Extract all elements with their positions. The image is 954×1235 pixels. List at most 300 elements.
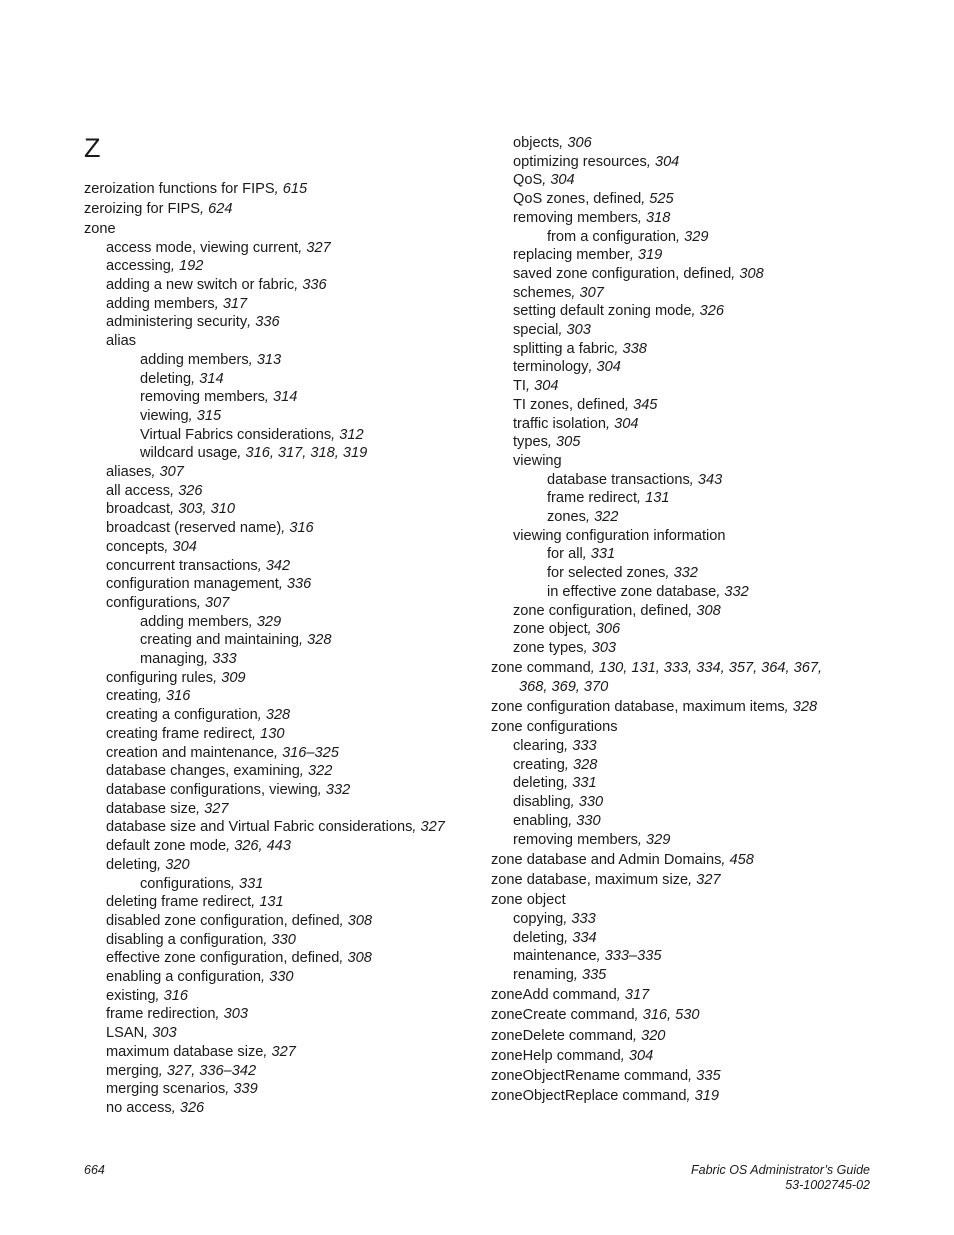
index-entry: database transactions, 343 — [547, 471, 723, 488]
index-page-refs[interactable]: 314 — [199, 370, 224, 387]
index-term: zone object — [491, 892, 566, 909]
index-term: in effective zone database — [547, 583, 717, 600]
index-page-refs[interactable]: 313 — [256, 351, 282, 368]
index-term: disabling — [513, 794, 571, 811]
index-page-refs[interactable]: 318 — [646, 209, 671, 226]
index-page-refs[interactable]: 322 — [594, 509, 619, 526]
index-entry: frame redirection, 303 — [106, 1006, 248, 1023]
index-term: no access — [106, 1099, 172, 1116]
index-page-refs[interactable]: 330 — [576, 812, 601, 829]
index-entry: for selected zones, 332 — [547, 565, 698, 582]
index-term: alias — [106, 333, 137, 350]
index-page-refs[interactable]: 307 — [579, 284, 604, 301]
index-page-refs[interactable]: 322 — [308, 763, 333, 780]
index-page-refs[interactable]: 316 — [163, 987, 188, 1004]
index-term: deleting — [513, 929, 565, 946]
index-entry: database size, 327 — [106, 800, 229, 817]
index-entry: in effective zone database, 332 — [547, 583, 749, 600]
index-page-refs[interactable]: 336 — [302, 277, 327, 294]
index-entry: configuring rules, 309 — [106, 669, 246, 686]
page-number: 664 — [84, 1163, 105, 1177]
index-entry: zeroizing for FIPS, 624 — [84, 200, 233, 217]
index-page-refs[interactable]: 335 — [696, 1067, 721, 1084]
index-page-refs[interactable]: 320 — [165, 856, 190, 873]
index-page-refs[interactable]: 333 — [572, 738, 597, 754]
index-term: adding members — [140, 351, 249, 368]
index-term: configurations — [140, 875, 231, 892]
index-page-refs[interactable]: 328 — [307, 632, 332, 649]
index-entry: frame redirect, 131 — [547, 490, 670, 507]
index-term: Virtual Fabrics considerations — [140, 426, 332, 443]
index-term: deleting — [513, 775, 565, 792]
index-term: zone configuration, defined — [513, 602, 689, 619]
index-term: configurations — [106, 594, 197, 611]
index-page-refs[interactable]: 327, 336–342 — [166, 1062, 257, 1079]
index-term: concepts — [106, 538, 165, 555]
index-entry: zone database and Admin Domains, 458 — [491, 851, 754, 868]
index-page-refs[interactable]: 330 — [271, 931, 296, 948]
index-term: zoneDelete command — [491, 1027, 633, 1044]
index-term: wildcard usage — [140, 445, 238, 462]
index-page-refs[interactable]: 458 — [729, 851, 754, 868]
index-entry: deleting, 334 — [513, 929, 597, 946]
index-term: adding a new switch or fabric — [106, 277, 295, 294]
index-entry: for all, 331 — [547, 546, 616, 563]
index-page-refs[interactable]: 327 — [420, 819, 445, 836]
index-term: optimizing resources — [513, 153, 647, 170]
index-term: viewing configuration information — [513, 527, 726, 544]
index-entry: no access, 326 — [106, 1099, 205, 1116]
index-entry: enabling, 330 — [513, 812, 601, 829]
index-term: merging scenarios — [106, 1081, 226, 1098]
index-term: configuration management — [106, 576, 279, 593]
index-page-refs[interactable]: 615 — [282, 180, 308, 197]
index-term: database transactions — [547, 471, 690, 488]
index-term: LSAN — [106, 1025, 145, 1042]
index-entry: saved zone configuration, defined, 308 — [513, 265, 764, 282]
index-column-left — [84, 178, 474, 1118]
index-entry: creating and maintaining, 328 — [140, 632, 332, 649]
index-page-refs[interactable]: 333 — [571, 910, 596, 927]
index-page-refs[interactable]: 335 — [581, 966, 607, 983]
index-entry: zone database, maximum size, 327 — [491, 871, 721, 888]
index-entry: wildcard usage, 316, 317, 318, 319 — [140, 445, 368, 462]
index-page-refs[interactable]: 304 — [172, 538, 197, 555]
index-entry: zones, 322 — [547, 509, 619, 526]
index-page-refs[interactable]: 304 — [654, 153, 680, 170]
index-entry: deleting, 331 — [513, 775, 597, 792]
index-term: zoneObjectReplace command — [491, 1088, 687, 1105]
index-term: creation and maintenance — [106, 744, 274, 761]
index-term: default zone mode — [106, 838, 227, 855]
index-page-refs[interactable]: 327 — [306, 239, 331, 256]
index-page-refs[interactable]: 332 — [673, 565, 698, 582]
index-page-refs[interactable]: 319 — [637, 247, 663, 264]
index-entry: zone types, 303 — [513, 639, 617, 656]
index-page-refs[interactable]: 308 — [739, 265, 764, 282]
index-term: zoneCreate command — [491, 1007, 635, 1024]
index-entry: broadcast (reserved name), 316 — [106, 520, 314, 537]
index-page-refs[interactable]: 332 — [724, 583, 749, 600]
index-page-refs[interactable]: 308 — [347, 912, 373, 929]
index-entry: schemes, 307 — [513, 284, 604, 301]
index-term: removing members — [140, 389, 265, 406]
index-term: zone types — [513, 639, 584, 656]
index-term: replacing member — [513, 247, 630, 264]
index-entry: objects, 306 — [513, 135, 592, 151]
index-term: terminology — [513, 359, 589, 376]
index-term: zoneAdd command — [491, 987, 617, 1004]
index-entry: default zone mode, 326, 443 — [106, 838, 291, 855]
index-page-refs[interactable]: 342 — [265, 557, 291, 574]
index-entry: adding members, 313 — [140, 351, 282, 368]
index-entry: removing members, 318 — [513, 209, 671, 226]
index-page-refs[interactable]: 304 — [550, 172, 575, 189]
index-term: traffic isolation — [513, 415, 607, 432]
index-entry: zoneAdd command, 317 — [491, 987, 650, 1004]
index-entry: existing, 316 — [106, 987, 188, 1004]
book-title: Fabric OS Administrator’s Guide — [691, 1163, 870, 1177]
index-entry: zone command, 130, 131, 333, 334, 357, 364, 367, 368, 369, 370 — [491, 659, 891, 696]
index-entry: maintenance, 333–335 — [513, 948, 662, 965]
index-term: all access — [106, 482, 171, 499]
index-term: setting default zoning mode — [513, 303, 692, 320]
index-page-refs[interactable]: 326 — [179, 1099, 205, 1116]
index-entry: configuration management, 336 — [106, 576, 312, 593]
index-page-refs[interactable]: 327 — [204, 800, 229, 817]
index-page-refs[interactable]: 329 — [646, 831, 671, 848]
index-column-right — [491, 134, 891, 1106]
index-entry: renaming, 335 — [513, 966, 607, 983]
index-term: zone database and Admin Domains — [491, 851, 722, 868]
index-page-refs[interactable]: 312 — [339, 426, 364, 443]
index-entry: TI, 304 — [513, 378, 559, 395]
index-entry: access mode, viewing current, 327 — [106, 239, 331, 256]
index-term: viewing — [513, 452, 562, 469]
index-entry: database configurations, viewing, 332 — [106, 782, 351, 798]
index-entry: removing members, 329 — [513, 831, 671, 848]
index-entry: maximum database size, 327 — [106, 1043, 296, 1060]
index-page-refs[interactable]: 328 — [265, 707, 291, 724]
index-entry: removing members, 314 — [140, 389, 298, 406]
index-page-refs[interactable]: 303 — [152, 1025, 177, 1042]
index-page-refs[interactable]: 328 — [792, 699, 818, 716]
index-entry: zoneHelp command, 304 — [491, 1047, 654, 1064]
index-page-refs[interactable]: 320 — [641, 1027, 666, 1044]
index-term: splitting a fabric — [513, 340, 615, 357]
index-term: zones — [547, 509, 586, 526]
index-page-refs[interactable]: 130 — [260, 725, 285, 742]
index-entry: types, 305 — [513, 434, 581, 451]
index-page-refs[interactable]: 316 — [289, 520, 314, 537]
index-page-refs[interactable]: 624 — [208, 200, 233, 217]
index-entry — [84, 220, 474, 239]
index-entry: Virtual Fabrics considerations, 312 — [140, 426, 364, 443]
index-term: creating — [513, 756, 565, 773]
index-term: creating — [106, 688, 158, 705]
index-term: database configurations, viewing — [106, 782, 318, 798]
index-term: deleting frame redirect — [106, 894, 252, 911]
index-entry: zoneObjectRename command, 335 — [491, 1067, 721, 1084]
index-page-refs[interactable]: 309 — [221, 669, 246, 686]
index-entry: copying, 333 — [513, 910, 596, 927]
index-entry: disabled zone configuration, defined, 308 — [106, 912, 373, 929]
index-entry: creating frame redirect, 130 — [106, 725, 285, 742]
index-term: QoS — [513, 172, 543, 189]
index-entry: zone configuration, defined, 308 — [513, 602, 721, 619]
index-entry: zoneObjectReplace command, 319 — [491, 1088, 719, 1105]
index-page-refs[interactable]: 334 — [572, 929, 597, 946]
index-entry: traffic isolation, 304 — [513, 415, 639, 432]
index-page-refs[interactable]: 131 — [645, 490, 670, 507]
index-entry: configurations, 307 — [106, 594, 230, 611]
index-entry: disabling a configuration, 330 — [106, 931, 296, 948]
index-term: aliases — [106, 464, 152, 481]
index-term: creating frame redirect — [106, 725, 252, 742]
index-page-refs[interactable]: 327 — [696, 871, 721, 888]
index-page-refs[interactable]: 333 — [212, 651, 237, 668]
index-entry: adding members, 317 — [106, 295, 248, 312]
index-page-refs[interactable]: 317 — [624, 987, 650, 1004]
index-entry — [491, 527, 891, 546]
index-term: zone configuration database, maximum items — [491, 699, 785, 716]
index-page-refs[interactable]: 331 — [572, 775, 597, 792]
index-entry: setting default zoning mode, 326 — [513, 303, 724, 320]
index-term: TI — [513, 378, 526, 395]
index-page-refs[interactable]: 332 — [325, 782, 351, 798]
index-entry: QoS zones, defined, 525 — [513, 191, 674, 208]
index-page-refs[interactable]: 339 — [233, 1081, 258, 1098]
index-term: adding members — [140, 613, 249, 630]
index-term: zeroizing for FIPS — [84, 200, 200, 217]
index-term: configuring rules — [106, 669, 214, 686]
index-term: administering security — [106, 314, 248, 331]
index-term: deleting — [106, 856, 158, 873]
index-entry: creation and maintenance, 316–325 — [106, 744, 339, 761]
index-page-refs[interactable]: 303, 310 — [178, 501, 236, 518]
index-page-refs[interactable]: 319 — [694, 1088, 719, 1105]
index-entry: database size and Virtual Fabric considerations, 327 — [106, 819, 445, 836]
index-entry — [491, 452, 891, 471]
index-entry: creating, 328 — [513, 756, 598, 773]
index-page-refs[interactable]: 304 — [534, 378, 559, 395]
index-term: existing — [106, 987, 156, 1004]
index-page-refs[interactable]: 131 — [259, 894, 284, 911]
index-entry: administering security, 336 — [106, 314, 280, 331]
index-term: zeroization functions for FIPS — [84, 180, 275, 197]
index-entry: from a configuration, 329 — [547, 228, 709, 245]
index-term: broadcast (reserved name) — [106, 520, 282, 537]
index-term: from a configuration — [547, 228, 676, 245]
index-page-refs[interactable]: 327 — [271, 1043, 296, 1060]
index-page-refs[interactable]: 303 — [566, 322, 591, 339]
index-term: managing — [140, 651, 205, 668]
index-term: zoneHelp command — [491, 1047, 621, 1064]
index-page-refs[interactable]: 304 — [628, 1047, 654, 1064]
index-term: zone — [84, 220, 116, 237]
index-page-refs[interactable]: 338 — [622, 340, 647, 357]
index-page-refs[interactable]: 315 — [196, 407, 222, 424]
index-term: zoneObjectRename command — [491, 1067, 689, 1084]
index-page-refs[interactable]: 308 — [696, 602, 721, 619]
index-term: removing members — [513, 209, 638, 226]
index-term: effective zone configuration, defined — [106, 950, 340, 967]
index-entry: viewing, 315 — [140, 407, 222, 424]
index-term: disabled zone configuration, defined — [106, 912, 340, 929]
index-term: frame redirect — [547, 490, 638, 507]
index-page-refs[interactable]: 316–325 — [282, 744, 339, 761]
index-entry: creating a configuration, 328 — [106, 707, 291, 724]
index-entry: configurations, 331 — [140, 875, 264, 892]
index-entry: zone configuration database, maximum items, 328 — [491, 699, 818, 716]
index-term: frame redirection — [106, 1006, 216, 1023]
index-term: enabling a configuration — [106, 969, 261, 986]
index-term: database changes, examining — [106, 763, 300, 780]
index-page-refs[interactable]: 331 — [590, 546, 616, 563]
index-entry: TI zones, defined, 345 — [513, 396, 658, 413]
index-term: clearing — [513, 738, 565, 754]
index-entry: deleting, 314 — [140, 370, 224, 387]
index-entry: broadcast, 303, 310 — [106, 501, 236, 518]
index-page-refs[interactable]: 345 — [633, 396, 658, 413]
index-term: for all — [547, 546, 583, 563]
index-term: special — [513, 322, 559, 339]
index-page-refs[interactable]: 331 — [238, 875, 264, 892]
index-entry: concurrent transactions, 342 — [106, 557, 291, 574]
index-term: zone configurations — [491, 719, 618, 736]
index-page-refs[interactable]: 326, 443 — [234, 838, 291, 855]
index-entry — [491, 718, 891, 737]
index-entry: replacing member, 319 — [513, 247, 663, 264]
index-entry: special, 303 — [513, 322, 591, 339]
index-page-refs-continued[interactable]: 368, 369, 370 — [519, 678, 609, 695]
index-term: disabling a configuration — [106, 931, 264, 948]
index-term: zone object — [513, 621, 588, 638]
index-page-refs[interactable]: 316, 530 — [642, 1007, 700, 1024]
index-entry: optimizing resources, 304 — [513, 153, 680, 170]
index-term: concurrent transactions — [106, 557, 258, 574]
index-page-refs[interactable]: 329 — [256, 613, 282, 630]
index-term: creating a configuration — [106, 707, 258, 724]
index-entry: deleting frame redirect, 131 — [106, 894, 284, 911]
index-page-refs[interactable]: 303 — [223, 1006, 248, 1023]
index-entry: aliases, 307 — [106, 464, 184, 481]
index-page-refs[interactable]: 304 — [614, 415, 639, 432]
index-page-refs[interactable]: 316 — [166, 688, 191, 705]
index-term: schemes — [513, 284, 572, 301]
index-page-refs[interactable]: 306 — [595, 621, 621, 638]
index-term: database size and Virtual Fabric considerations — [106, 819, 413, 836]
index-entry: managing, 333 — [140, 651, 237, 668]
index-term: maximum database size — [106, 1043, 264, 1060]
index-entry: adding a new switch or fabric, 336 — [106, 277, 327, 294]
index-term: creating and maintaining — [140, 632, 300, 649]
index-term: copying — [513, 910, 564, 927]
index-page-refs[interactable]: 314 — [273, 389, 298, 406]
index-term: objects — [513, 135, 560, 151]
index-entry: creating, 316 — [106, 688, 191, 705]
index-entry: QoS, 304 — [513, 172, 575, 189]
index-page-refs[interactable]: 330 — [578, 794, 604, 811]
index-page-refs[interactable]: 333–335 — [604, 948, 662, 965]
index-page-refs[interactable]: 307 — [204, 594, 230, 611]
index-entry: enabling a configuration, 330 — [106, 969, 294, 986]
index-entry: deleting, 320 — [106, 856, 190, 873]
index-page-refs[interactable]: 328 — [573, 756, 598, 773]
index-entry: splitting a fabric, 338 — [513, 340, 647, 357]
index-entry: accessing, 192 — [106, 258, 204, 275]
index-entry: merging scenarios, 339 — [106, 1081, 258, 1098]
index-term: zone database, maximum size — [491, 871, 689, 888]
index-entry: zoneCreate command, 316, 530 — [491, 1007, 700, 1024]
index-page-refs[interactable]: 317 — [222, 295, 248, 312]
index-page-refs[interactable]: 308 — [347, 950, 372, 967]
index-term: for selected zones — [547, 565, 666, 582]
index-term: broadcast — [106, 501, 171, 518]
index-page-refs[interactable]: 336 — [286, 576, 312, 593]
index-entry: LSAN, 303 — [106, 1025, 177, 1042]
index-entry — [491, 891, 891, 910]
index-term: accessing — [106, 258, 171, 275]
index-term: database size — [106, 800, 197, 817]
index-term: zone command — [491, 660, 591, 677]
index-term: renaming — [513, 966, 574, 983]
doc-number: 53-1002745-02 — [785, 1178, 870, 1192]
index-page-refs[interactable]: 525 — [649, 191, 674, 208]
index-term: deleting — [140, 370, 192, 387]
index-page-refs[interactable]: 316, 317, 318, 319 — [245, 445, 368, 462]
index-page-refs[interactable]: 330 — [269, 969, 294, 986]
index-term: QoS zones, defined — [513, 191, 642, 208]
index-entry: terminology, 304 — [513, 359, 621, 376]
index-term: merging — [106, 1062, 159, 1079]
footer-doc-info — [691, 1163, 870, 1193]
index-entry: merging, 327, 336–342 — [106, 1062, 257, 1079]
index-page-refs[interactable]: 192 — [179, 258, 204, 275]
index-entry: disabling, 330 — [513, 794, 604, 811]
index-entry: effective zone configuration, defined, 308 — [106, 950, 372, 967]
index-page-refs[interactable]: 336 — [255, 314, 280, 331]
index-page-refs[interactable]: 130, 131, 333, 334, 357, 364, 367, — [598, 660, 823, 677]
index-page-refs[interactable]: 305 — [556, 434, 581, 451]
index-term: enabling — [513, 812, 569, 829]
index-term: removing members — [513, 831, 638, 848]
index-term: maintenance — [513, 948, 597, 965]
index-entry: zone object, 306 — [513, 621, 621, 638]
index-entry: zeroization functions for FIPS, 615 — [84, 180, 308, 197]
index-page-refs[interactable]: 326 — [178, 482, 203, 499]
index-page-refs[interactable]: 326 — [699, 303, 724, 320]
index-page-refs[interactable]: 307 — [159, 464, 184, 481]
index-page-refs[interactable]: 303 — [591, 639, 617, 656]
section-letter: Z — [84, 133, 101, 163]
index-term: types — [513, 434, 548, 451]
index-term: access mode, viewing current — [106, 239, 299, 256]
index-entry: clearing, 333 — [513, 738, 597, 754]
index-entry — [84, 332, 474, 351]
index-page-refs[interactable]: 329 — [684, 228, 709, 245]
index-term: viewing — [140, 407, 189, 424]
index-page-refs[interactable]: 304 — [596, 359, 621, 376]
index-entry: database changes, examining, 322 — [106, 763, 333, 780]
index-entry: adding members, 329 — [140, 613, 282, 630]
index-entry: concepts, 304 — [106, 538, 197, 555]
index-term: TI zones, defined — [513, 396, 625, 413]
index-page-refs[interactable]: 306 — [567, 135, 592, 151]
index-page-refs[interactable]: 343 — [697, 471, 723, 488]
index-term: adding members — [106, 295, 215, 312]
index-entry: all access, 326 — [106, 482, 203, 499]
